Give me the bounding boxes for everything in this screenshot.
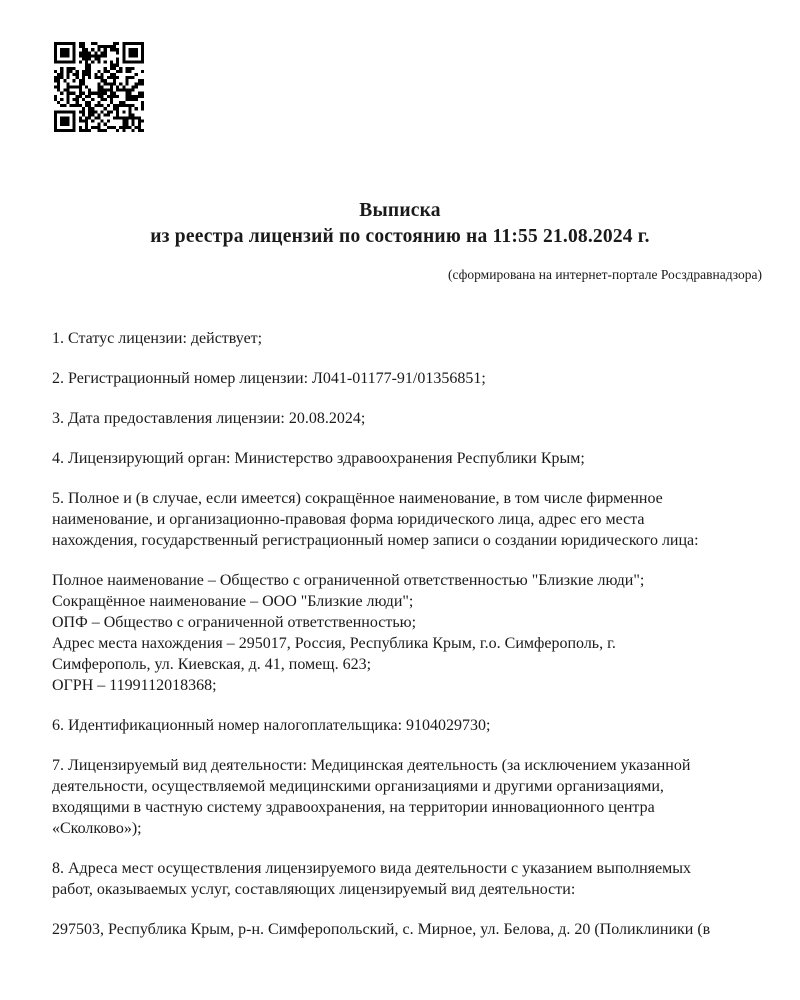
text-line: 8. Адреса мест осуществления лицензируемого вида деятельности с указанием выполняемых bbox=[52, 860, 692, 877]
paragraph bbox=[52, 448, 764, 469]
paragraph bbox=[52, 858, 764, 900]
text-line: 6. Идентификационный номер налогоплательщика: 9104029730; bbox=[52, 717, 491, 734]
title-line-1: Выписка bbox=[359, 200, 441, 221]
paragraph bbox=[52, 368, 764, 389]
text-line: работ, оказываемых услуг, составляющих лицензируемый вид деятельности: bbox=[52, 881, 576, 898]
text-line: нахождения, государственный регистрационный номер записи о создании юридического лица: bbox=[52, 532, 699, 549]
text-line: 5. Полное и (в случае, если имеется) сокращённое наименование, в том числе фирменное bbox=[52, 490, 663, 507]
paragraph bbox=[52, 328, 764, 349]
text-line: наименование, и организационно-правовая форма юридического лица, адрес его места bbox=[52, 511, 645, 528]
text-line: Симферополь, ул. Киевская, д. 41, помещ. 623; bbox=[52, 656, 372, 673]
title-line-2: из реестра лицензий по состоянию на 11:55 21.08.2024 г. bbox=[150, 226, 650, 247]
qr-code-icon bbox=[53, 42, 145, 132]
text-line: Адрес места нахождения – 295017, Россия, Республика Крым, г.о. Симферополь, г. bbox=[52, 635, 616, 652]
text-line: входящими в частную систему здравоохранения, на территории инновационного центра bbox=[52, 799, 655, 816]
text-line: 7. Лицензируемый вид деятельности: Медицинская деятельность (за исключением указанной bbox=[52, 757, 691, 774]
text-line: Полное наименование – Общество с ограниченной ответственностью "Близкие люди"; bbox=[52, 572, 645, 589]
paragraph bbox=[52, 919, 764, 940]
generated-on-portal-note: (сформирована на интернет-портале Росздравнадзора) bbox=[447, 267, 762, 282]
text-line: 1. Статус лицензии: действует; bbox=[52, 330, 263, 347]
text-line: Сокращённое наименование – ООО "Близкие люди"; bbox=[52, 593, 414, 610]
page-title bbox=[0, 198, 800, 250]
paragraph bbox=[52, 408, 764, 429]
document-body bbox=[0, 328, 800, 940]
text-line: 3. Дата предоставления лицензии: 20.08.2024; bbox=[52, 410, 366, 427]
text-line: ОПФ – Общество с ограниченной ответственностью; bbox=[52, 614, 417, 631]
text-line: ОГРН – 1199112018368; bbox=[52, 677, 217, 694]
paragraph bbox=[52, 715, 764, 736]
text-line: 2. Регистрационный номер лицензии: Л041-01177-91/01356851; bbox=[52, 370, 486, 387]
paragraph bbox=[52, 570, 764, 696]
text-line: «Сколково»); bbox=[52, 820, 142, 837]
paragraph bbox=[52, 488, 764, 551]
text-line: 4. Лицензирующий орган: Министерство здравоохранения Республики Крым; bbox=[52, 450, 585, 467]
paragraph bbox=[52, 755, 764, 839]
text-line: 297503, Республика Крым, р-н. Симферопольский, с. Мирное, ул. Белова, д. 20 (Поликлиники (в bbox=[52, 921, 711, 938]
text-line: деятельности, осуществляемой медицинскими организациями и другими организациями, bbox=[52, 778, 664, 795]
